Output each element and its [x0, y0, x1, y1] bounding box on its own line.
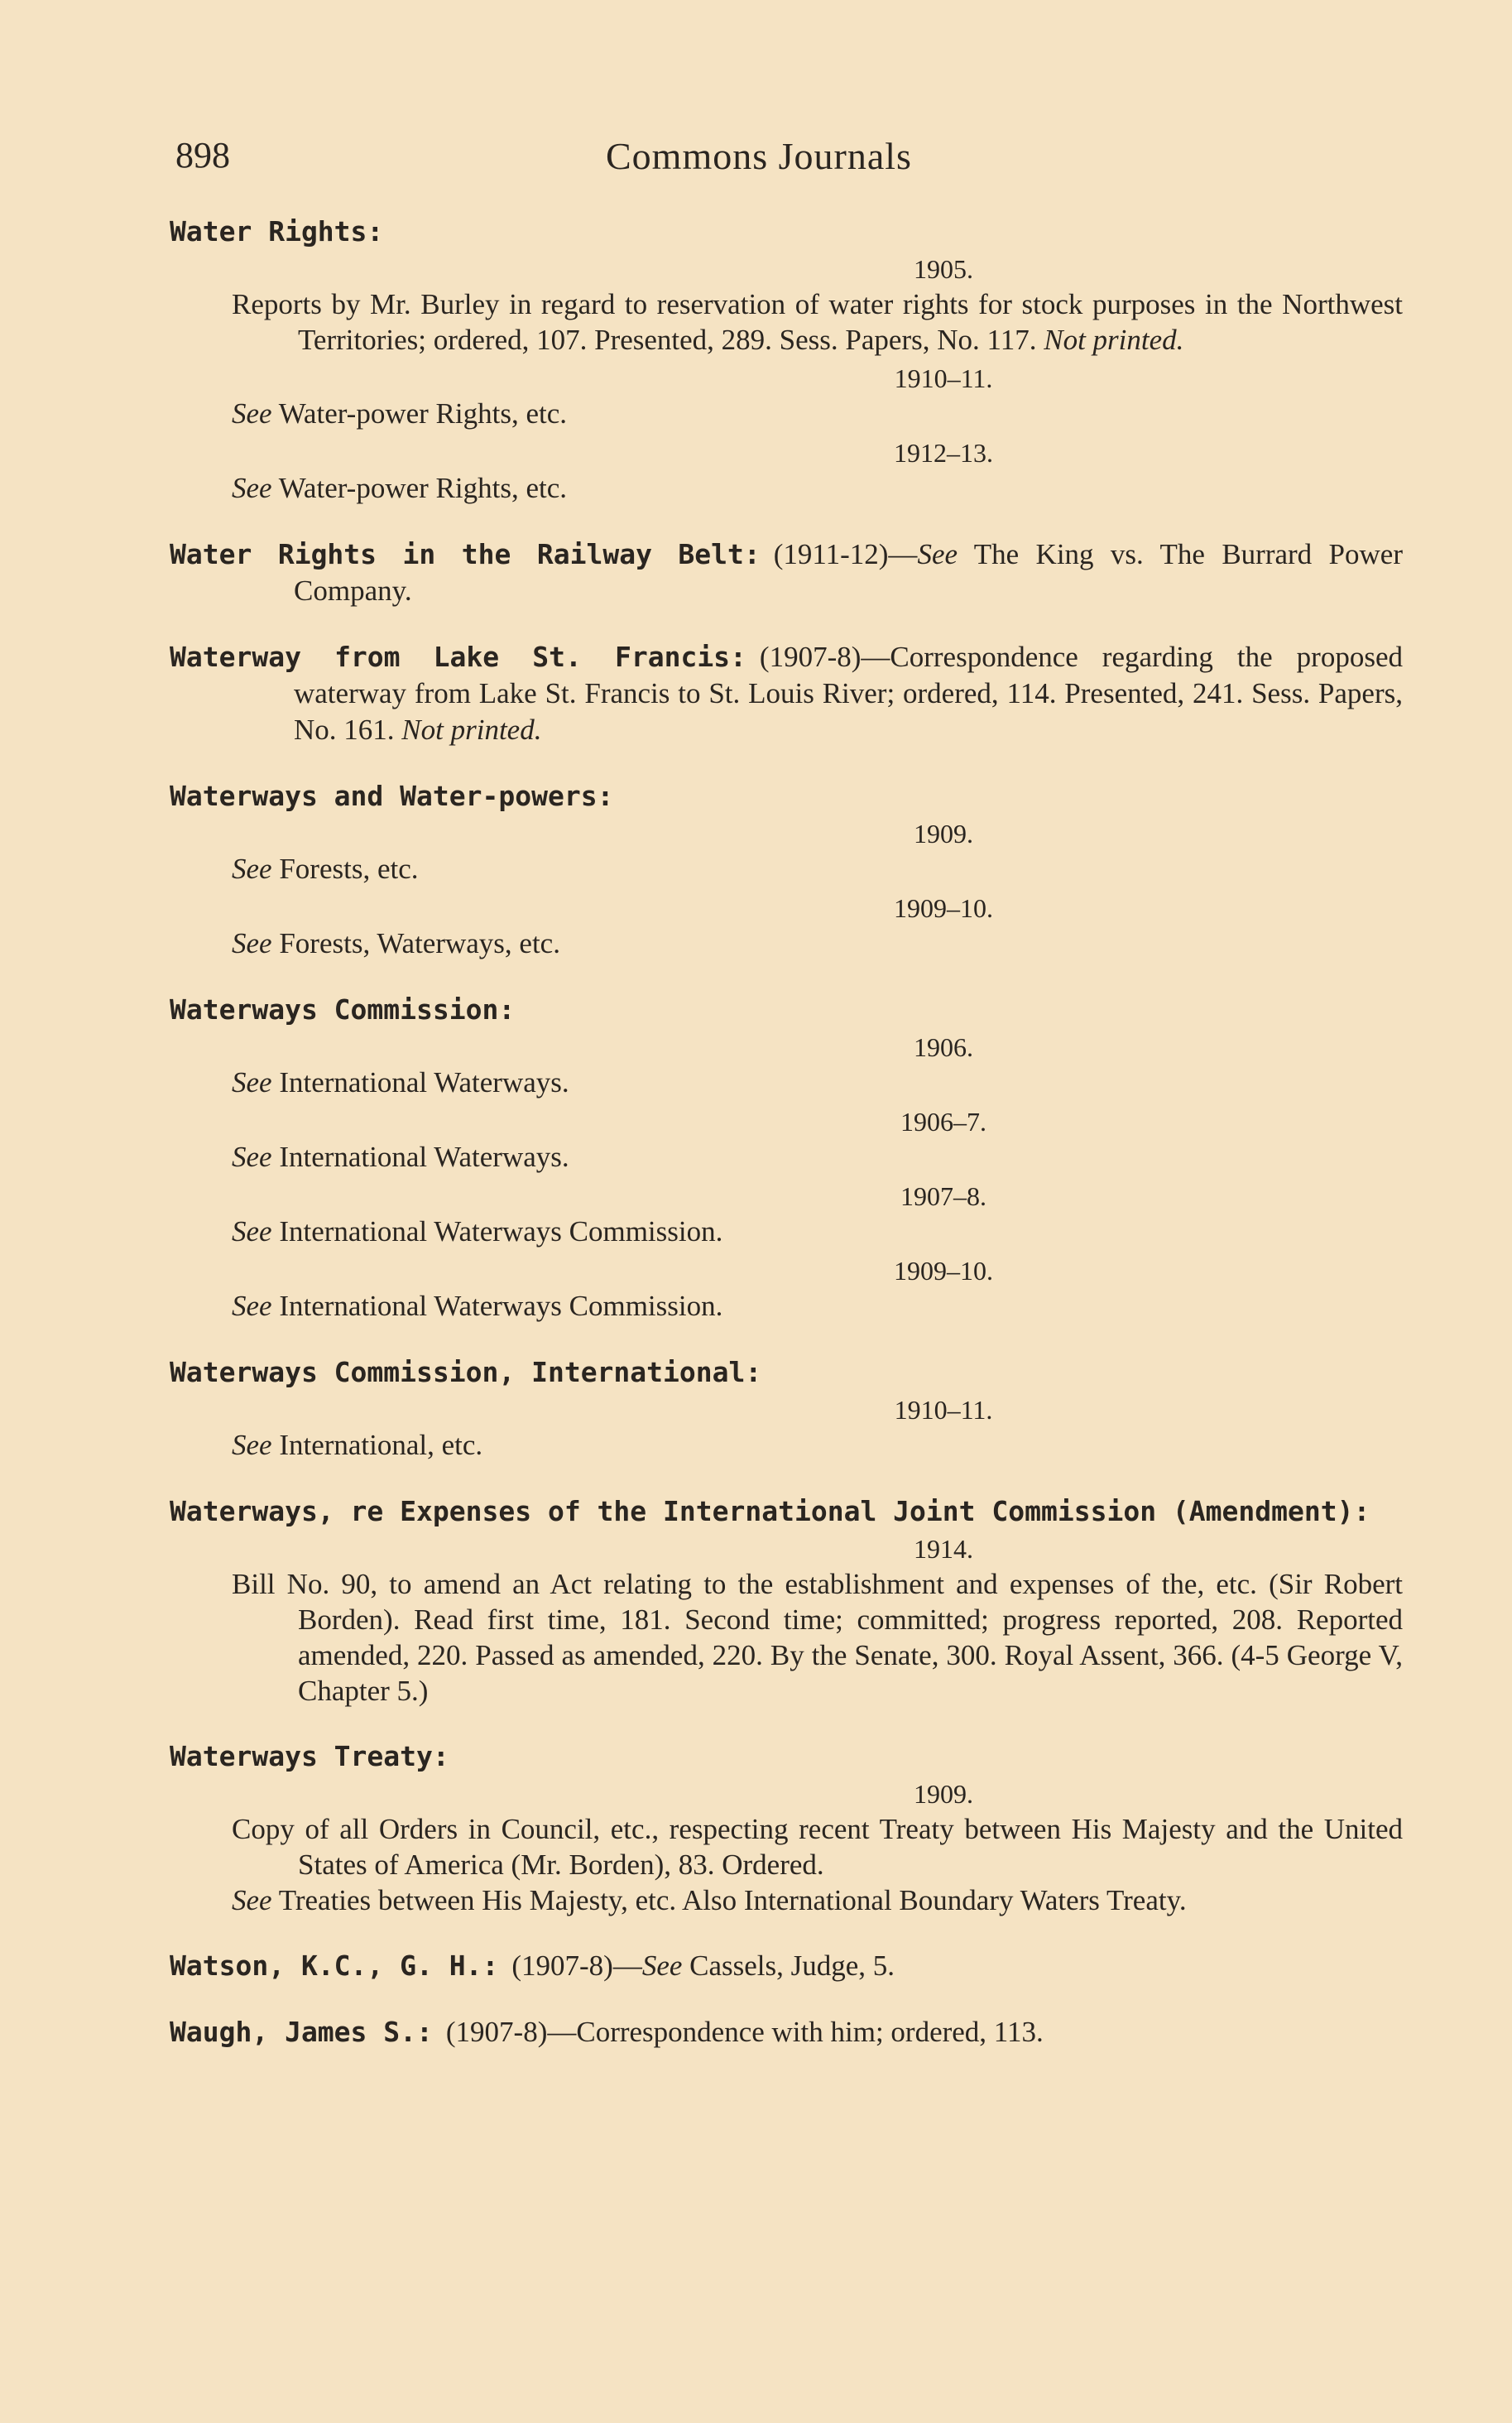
entry-waugh: Waugh, James S.: (1907-8)—Correspondence with him; ordered, 113. [170, 2016, 1044, 2048]
entry-year: 1905. [914, 254, 973, 284]
entry-waterways-commission-international [170, 1354, 1403, 1464]
see-reference: See Forests, Waterways, etc. [232, 927, 560, 959]
entry-year: 1910–11. [894, 363, 993, 393]
running-title: Commons Journals [606, 135, 912, 177]
entry-waterways-water-powers [170, 778, 1403, 962]
see-reference: See International Waterways. [232, 1141, 569, 1173]
entry-watson: Watson, K.C., G. H.: (1907-8)—See Cassels, Judge, 5. [170, 1949, 895, 1982]
entry-year: 1909. [914, 819, 973, 849]
entry-text: Bill No. 90, to amend an Act relating to the establishment and expenses of the, etc. (Sir Robert Borden). Read first time, 181. Second time; committed; progress reported, 208. Reported amended, 220. Passed as amended, 220. By the Senate, 300. Royal Assent, 366. (4-5 George V, Chapter 5.) [232, 1568, 1403, 1707]
entry-heading: Watson, K.C., G. H.: [170, 1949, 499, 1982]
entry-year: 1909–10. [894, 1256, 993, 1286]
entry-lake-st-francis: Waterway from Lake St. Francis: (1907-8)—Correspondence regarding the proposed waterway from Lake St. Francis to St. Louis River; ordered, 114. Presented, 241. Sess. Papers, No. 161. Not printed. [170, 641, 1403, 746]
entry-year: 1906–7. [900, 1107, 986, 1137]
see-reference: See International Waterways. [232, 1066, 569, 1099]
entry-waterways-expenses [170, 1493, 1403, 1709]
entry-heading: Waugh, James S.: [170, 2016, 433, 2048]
entry-year: 1910–11. [894, 1395, 993, 1425]
entry-waterways-treaty [170, 1738, 1403, 1918]
see-reference: See International, etc. [232, 1429, 483, 1461]
entry-heading: Water Rights in the Railway Belt: [170, 538, 761, 570]
entry-waterways-commission [170, 992, 1403, 1324]
see-reference: See Forests, etc. [232, 853, 419, 885]
page-header [175, 134, 1404, 184]
entry-heading: Waterway from Lake St. Francis: [170, 641, 746, 673]
entry-year: 1906. [914, 1032, 973, 1062]
entry-heading: Waterways Treaty: [170, 1740, 449, 1772]
entry-year: 1912–13. [894, 438, 993, 468]
entry-heading: Water Rights: [170, 215, 384, 248]
entry-water-rights [170, 214, 1403, 507]
entry-year: 1914. [914, 1534, 973, 1564]
entry-year: 1907–8. [900, 1181, 986, 1211]
entry-year: 1909. [914, 1779, 973, 1809]
entry-heading: Waterways and Water-powers: [170, 780, 614, 812]
entry-year: 1909–10. [894, 893, 993, 923]
see-reference: See Water-power Rights, etc. [232, 397, 568, 430]
entry-text: Copy of all Orders in Council, etc., respecting recent Treaty between His Majesty and the United States of America (Mr. Borden), 83. Ordered. [232, 1813, 1403, 1881]
index-entries [170, 214, 1403, 2080]
entry-heading: Waterways Commission, International: [170, 1356, 762, 1388]
page-number: 898 [175, 135, 230, 175]
see-reference: See Water-power Rights, etc. [232, 472, 568, 504]
see-reference: See Treaties between His Majesty, etc. Also International Boundary Waters Treaty. [232, 1884, 1187, 1916]
entry-text: Reports by Mr. Burley in regard to reservation of water rights for stock purposes in the Northwest Territories; ordered, 107. Presented, 289. Sess. Papers, No. 117. Not printed. [232, 288, 1403, 356]
see-reference: See International Waterways Commission. [232, 1290, 723, 1322]
entry-heading: Waterways, re Expenses of the International Joint Commission (Amendment): [170, 1495, 1370, 1527]
see-reference: See International Waterways Commission. [232, 1215, 723, 1248]
entry-railway-belt: Water Rights in the Railway Belt: (1911-12)—See The King vs. The Burrard Power Company. [170, 538, 1403, 607]
entry-heading: Waterways Commission: [170, 993, 516, 1026]
